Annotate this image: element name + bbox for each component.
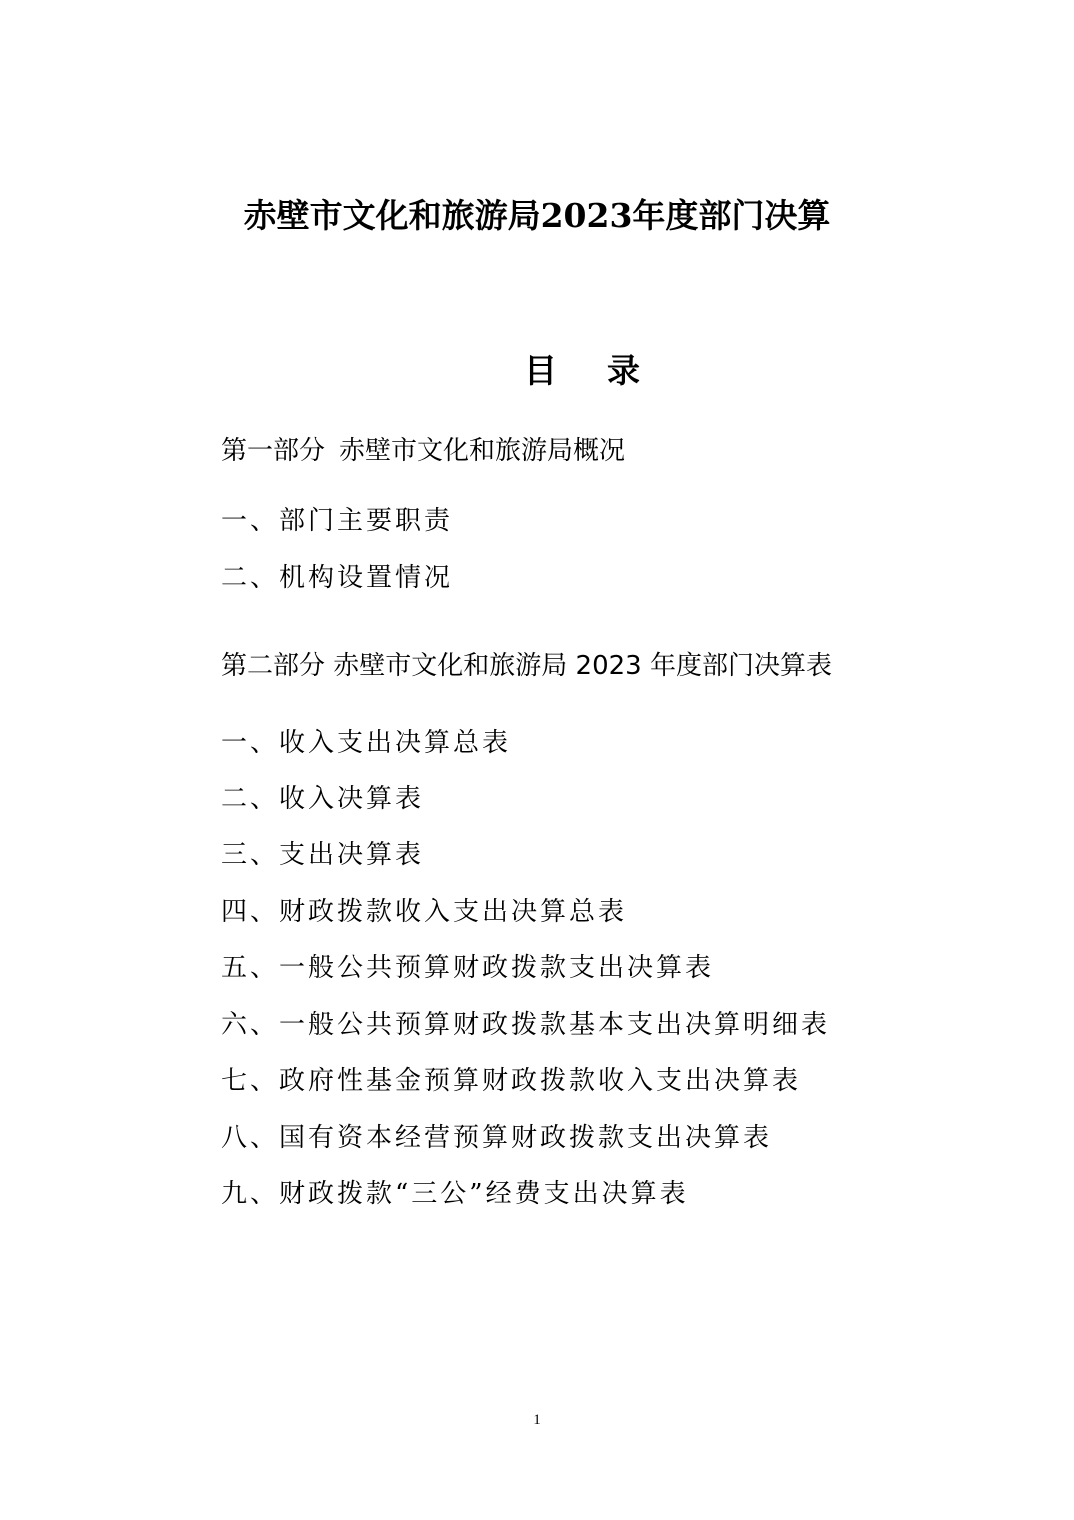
toc-item-part2-7: 七、政府性基金预算财政拨款收入支出决算表 bbox=[221, 1066, 802, 1096]
toc-item-part2-8: 八、国有资本经营预算财政拨款支出决算表 bbox=[221, 1123, 773, 1153]
part1-label: 第一部分 bbox=[221, 436, 326, 466]
part2-heading: 第二部分 赤壁市文化和旅游局 2023 年度部门决算表 bbox=[221, 651, 832, 681]
toc-item-part2-6: 六、一般公共预算财政拨款基本支出决算明细表 bbox=[221, 1010, 831, 1040]
toc-item-part2-4: 四、财政拨款收入支出决算总表 bbox=[221, 897, 628, 927]
part1-heading bbox=[221, 430, 625, 467]
page-number: 1 bbox=[533, 1412, 541, 1428]
toc-item-part2-9: 九、财政拨款“三公”经费支出决算表 bbox=[221, 1179, 689, 1209]
part1-title: 赤壁市文化和旅游局概况 bbox=[339, 436, 626, 466]
toc-heading-char-2: 录 bbox=[607, 351, 640, 390]
toc-item-part2-2: 二、收入决算表 bbox=[221, 784, 425, 814]
toc-item-part1-1: 一、部门主要职责 bbox=[221, 506, 454, 536]
toc-item-part1-2: 二、机构设置情况 bbox=[221, 563, 454, 593]
toc-heading-char-1: 目 bbox=[524, 351, 557, 390]
document-title: 赤壁市文化和旅游局2023年度部门决算 bbox=[243, 196, 831, 235]
toc-item-part2-3: 三、支出决算表 bbox=[221, 840, 425, 870]
toc-heading bbox=[0, 345, 1074, 392]
toc-item-part2-5: 五、一般公共预算财政拨款支出决算表 bbox=[221, 953, 715, 983]
toc-item-part2-1: 一、收入支出决算总表 bbox=[221, 728, 512, 758]
